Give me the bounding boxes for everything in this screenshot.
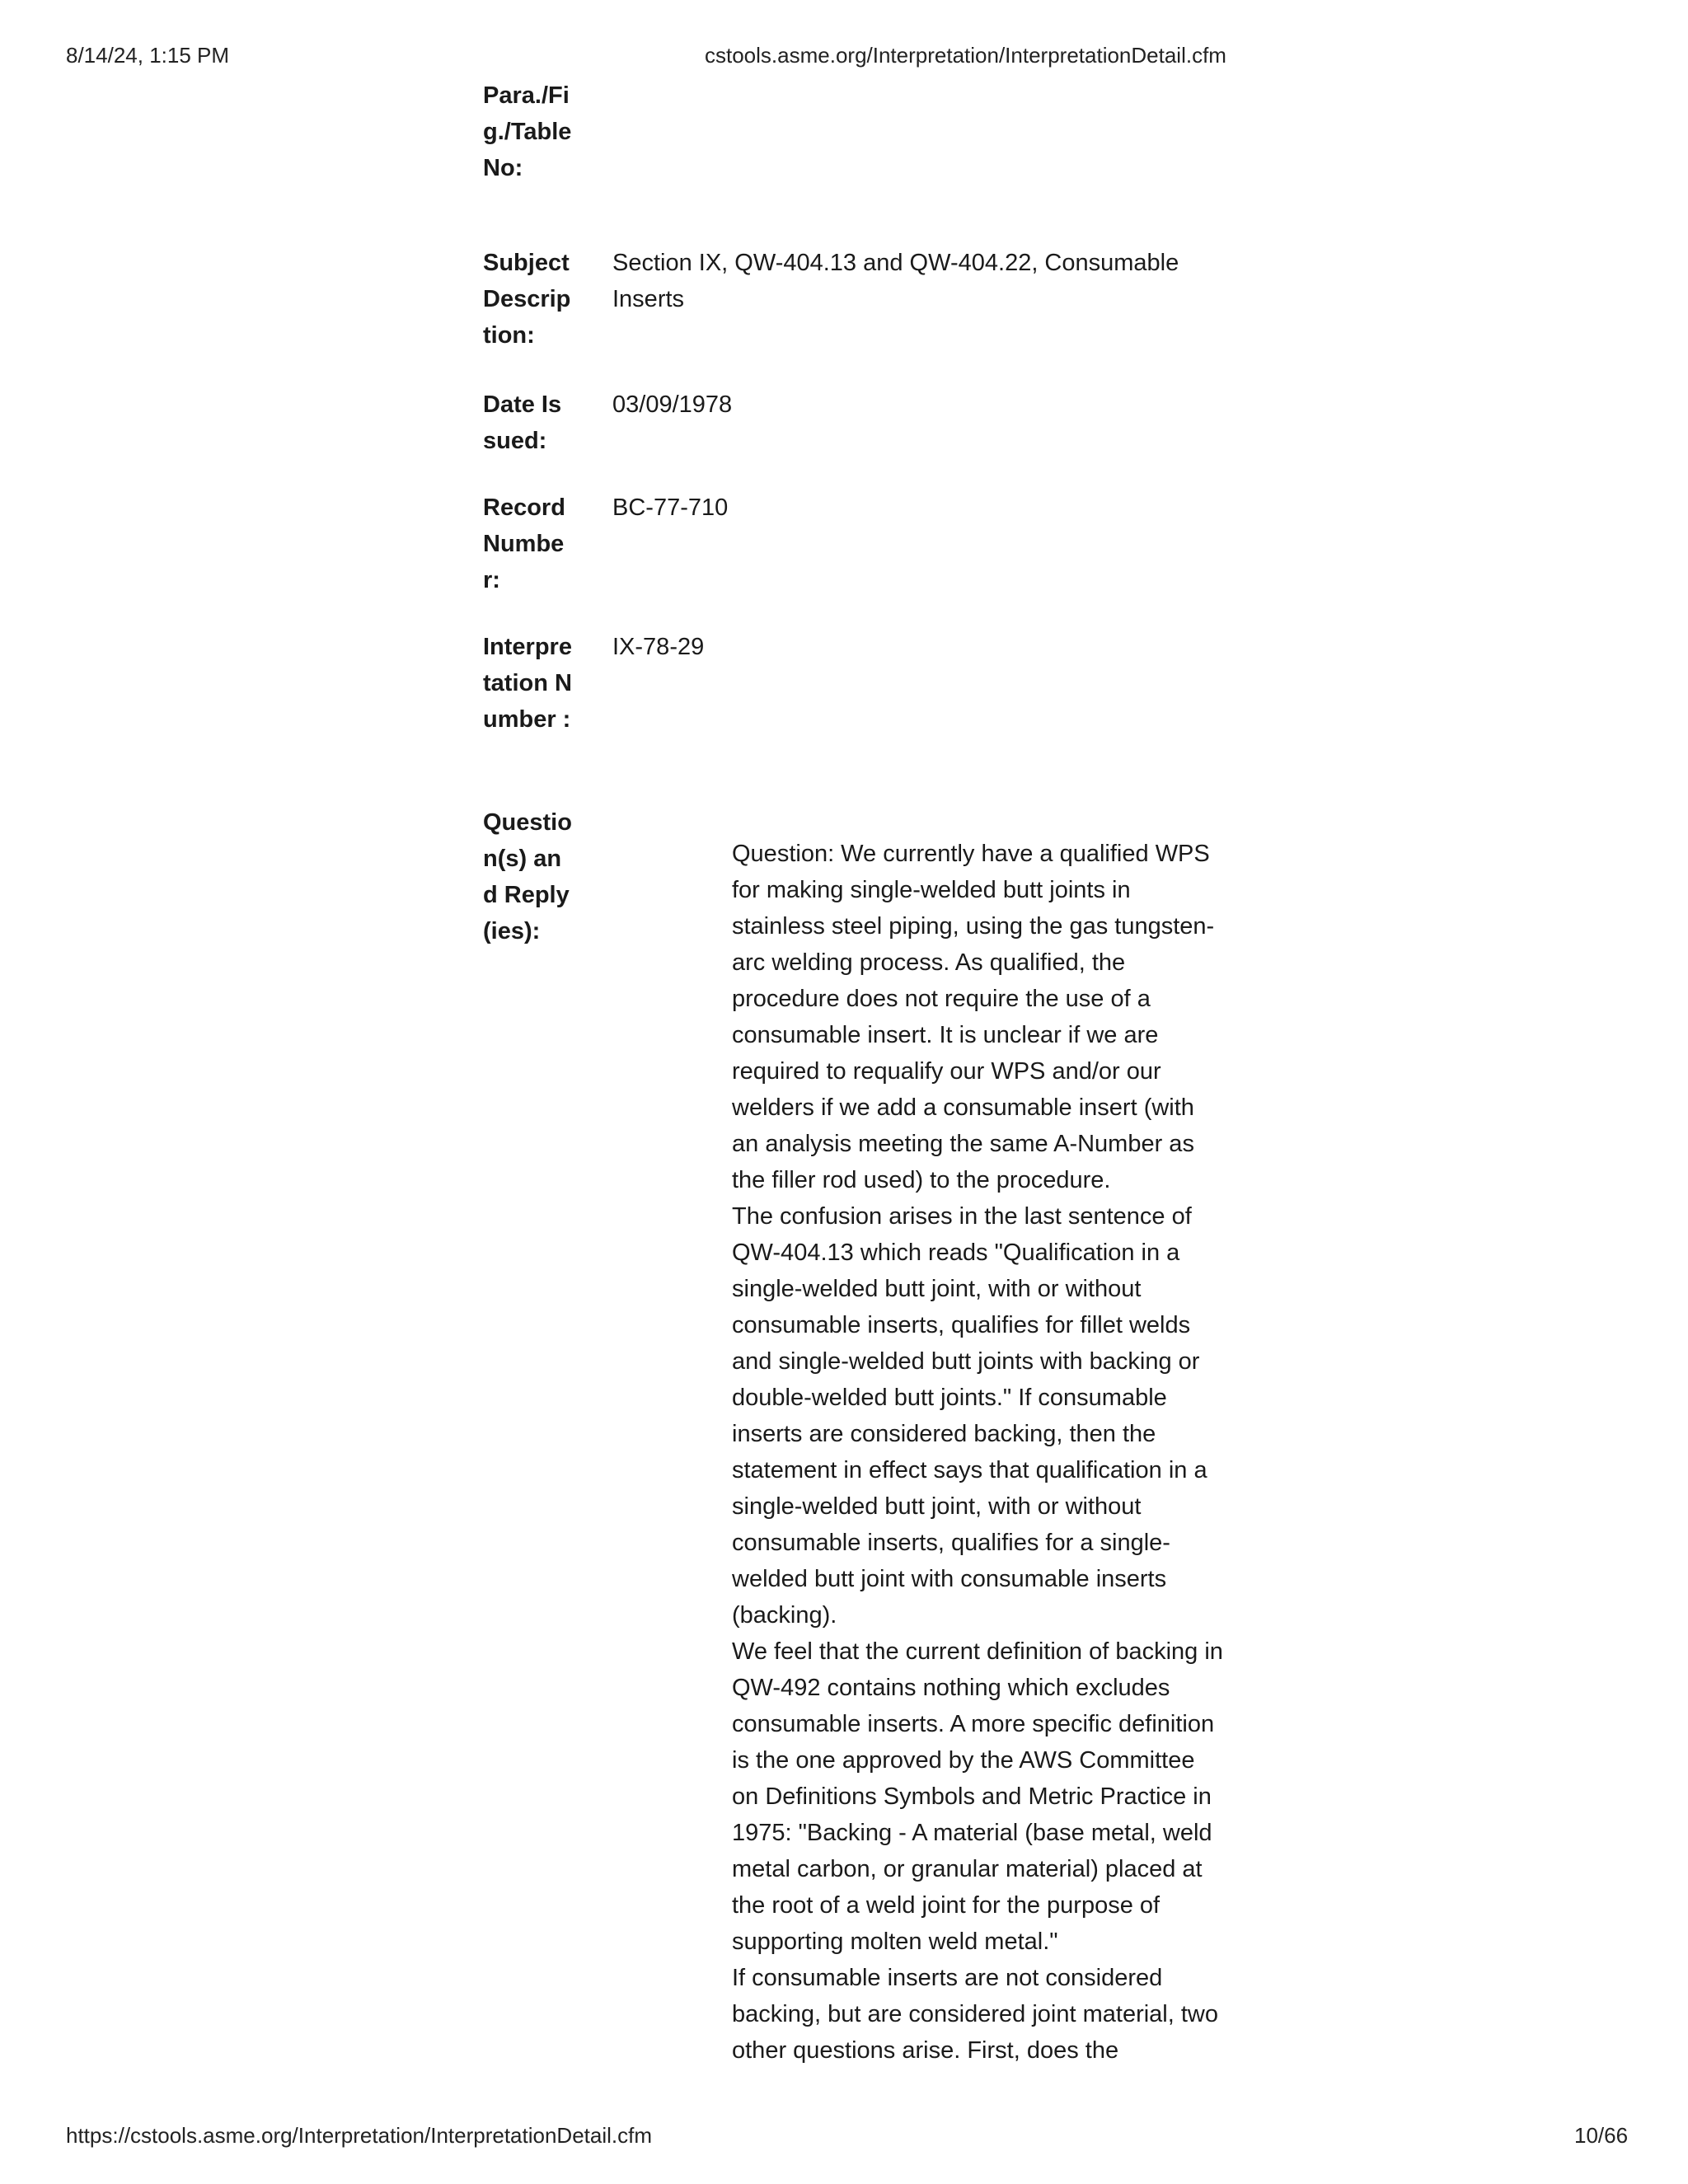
questions-replies-label: Question(s) and Reply(ies): <box>483 809 572 944</box>
subject-description-label: Subject Description: <box>483 250 571 349</box>
interpretation-number-label: Interpretation Number : <box>483 634 572 733</box>
print-header-datetime: 8/14/24, 1:15 PM <box>66 43 230 68</box>
print-footer-url: https://cstools.asme.org/Interpretation/InterpretationDetail.cfm <box>66 2123 653 2148</box>
questions-replies-body <box>732 836 1226 2069</box>
para-fig-table-label: Para./Fig./Table No: <box>483 82 572 181</box>
print-header-url: cstools.asme.org/Interpretation/InterpretationDetail.cfm <box>705 43 1226 68</box>
qa-paragraph: The confusion arises in the last sentence of QW-404.13 which reads "Qualification in a single-welded butt joint, with or without consumable inserts, qualifies for fillet welds and single-welded butt joints with backing or double-welded butt joints." If consumable inserts are considered backing, then the statement in effect says that qualification in a single-welded butt joint, with or without consumable inserts, qualifies for a single-welded butt joint with consumable inserts (backing). <box>732 1203 1207 1629</box>
record-number-label: Record Number: <box>483 494 565 593</box>
qa-paragraph: Question: We currently have a qualified WPS for making single-welded butt joints in stainless steel piping, using the gas tungsten-arc welding process. As qualified, the procedure does not require the use of a consumable insert. It is unclear if we are required to requalify our WPS and/or our welders if we add a consumable insert (with an analysis meeting the same A-Number as the filler rod used) to the procedure. <box>732 841 1215 1193</box>
interpretation-number-value: IX-78-29 <box>612 634 705 660</box>
record-number-value: BC-77-710 <box>612 494 729 521</box>
print-footer-page-number: 10/66 <box>1574 2123 1629 2148</box>
qa-paragraph: We feel that the current definition of backing in QW-492 contains nothing which excludes consumable inserts. A more specific definition is the one approved by the AWS Committee on Definitions Symbols and Metric Practice in 1975: "Backing - A material (base metal, weld metal carbon, or granular material) placed at the root of a weld joint for the purpose of supporting molten weld metal." <box>732 1638 1223 1955</box>
date-issued-label: Date Issued: <box>483 391 562 454</box>
date-issued-value: 03/09/1978 <box>612 391 733 418</box>
qa-paragraph: If consumable inserts are not considered backing, but are considered joint material, two other questions arise. First, does the <box>732 1965 1218 2064</box>
subject-description-value: Section IX, QW-404.13 and QW-404.22, Consumable Inserts <box>612 250 1179 312</box>
